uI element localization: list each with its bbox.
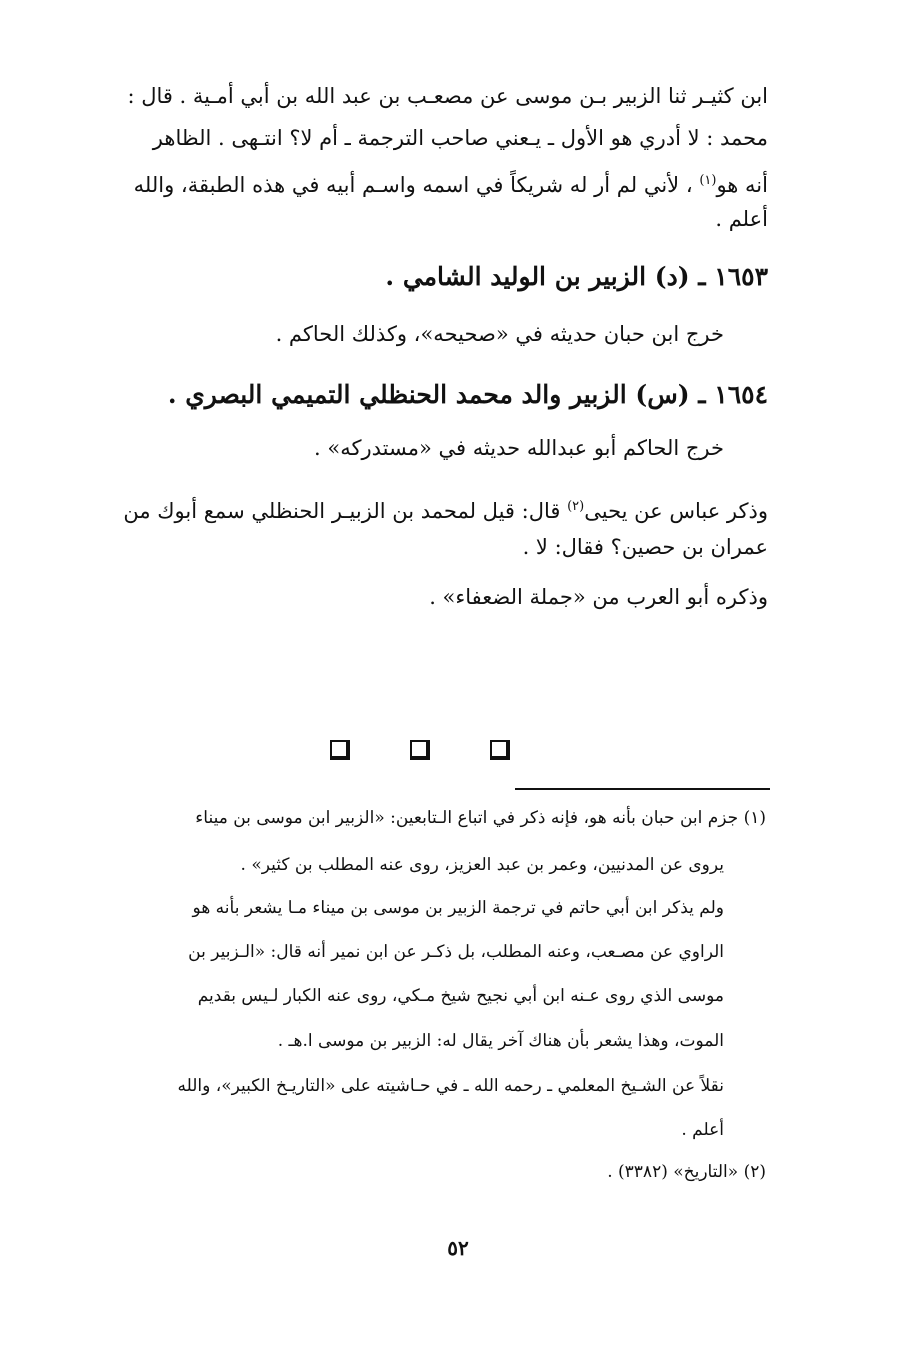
- paragraph-text: قال: قيل لمحمد بن الزبيـر الحنظلي سمع أبوك من: [123, 499, 561, 523]
- footnote-line: نقلاً عن الشـيخ المعلمي ـ رحمه الله ـ في حـاشيته على «التاريـخ الكبير»، والله: [177, 1076, 724, 1096]
- entry-text: خرج الحاكم أبو عبدالله حديثه في «مستدركه» .: [314, 436, 724, 460]
- footnote-line: (٢) «التاريخ» (٣٣٨٢) .: [607, 1162, 766, 1182]
- paragraph-text: أنه هو: [716, 173, 768, 197]
- paragraph-line: ابن كثيـر ثنا الزبير بـن موسى عن مصعـب بن عبد الله بن أبي أمـية . قال :: [127, 84, 768, 108]
- square-ornament-icon: [410, 740, 430, 760]
- footnote-line: يروى عن المدنيين، وعمر بن عبد العزيز، روى عنه المطلب بن كثير» .: [240, 855, 724, 875]
- footnote-ref[interactable]: (٢): [567, 499, 585, 514]
- footnote-line: أعلم .: [681, 1120, 724, 1140]
- entry-heading-1653: ١٦٥٣ ـ (د) الزبير بن الوليد الشامي .: [385, 262, 768, 291]
- footnote-separator: [515, 788, 770, 790]
- page-number: ٥٢: [447, 1236, 469, 1260]
- footnote-ref[interactable]: (١): [699, 173, 717, 188]
- footnote-line: (١) جزم ابن حبان بأنه هو، فإنه ذكر في اتباع الـتابعين: «الزبير ابن موسى بن ميناء: [195, 808, 766, 828]
- square-ornament-icon: [490, 740, 510, 760]
- entry-heading-1654: ١٦٥٤ ـ (س) الزبير والد محمد الحنظلي التميمي البصري .: [167, 380, 768, 409]
- footnote-line: الموت، وهذا يشعر بأن هناك آخر يقال له: الزبير بن موسى ا.هـ .: [277, 1031, 724, 1051]
- footnote-line: الراوي عن مصـعب، وعنه المطلب، بل ذكـر عن ابن نمير أنه قال: «الـزبير بن: [188, 942, 724, 962]
- section-ornaments: [330, 740, 510, 766]
- paragraph-line: عمران بن حصين؟ فقال: لا .: [522, 535, 768, 559]
- paragraph-line: وذكره أبو العرب من «جملة الضعفاء» .: [429, 585, 768, 609]
- paragraph-text: ، لأني لم أر له شريكاً في اسمه واسـم أبيه في هذه الطبقة، والله: [133, 173, 693, 197]
- paragraph-line: محمد : لا أدري هو الأول ـ يـعني صاحب الترجمة ـ أم لا؟ انتـهى . الظاهر: [152, 126, 768, 150]
- entry-text: خرج ابن حبان حديثه في «صحيحه»، وكذلك الحاكم .: [275, 322, 724, 346]
- paragraph-line: [78, 160, 768, 206]
- paragraph-text: وذكر عباس عن يحيى: [584, 499, 768, 523]
- square-ornament-icon: [330, 740, 350, 760]
- footnote-line: موسى الذي روى عـنه ابن أبي نجيح شيخ مـكي، روى عنه الكبار لـيس بقديم: [197, 986, 724, 1006]
- paragraph-line: [78, 486, 768, 532]
- footnote-line: ولم يذكر ابن أبي حاتم في ترجمة الزبير بن موسى بن ميناء مـا يشعر بأنه هو: [192, 898, 724, 918]
- paragraph-line: أعلم .: [715, 207, 768, 231]
